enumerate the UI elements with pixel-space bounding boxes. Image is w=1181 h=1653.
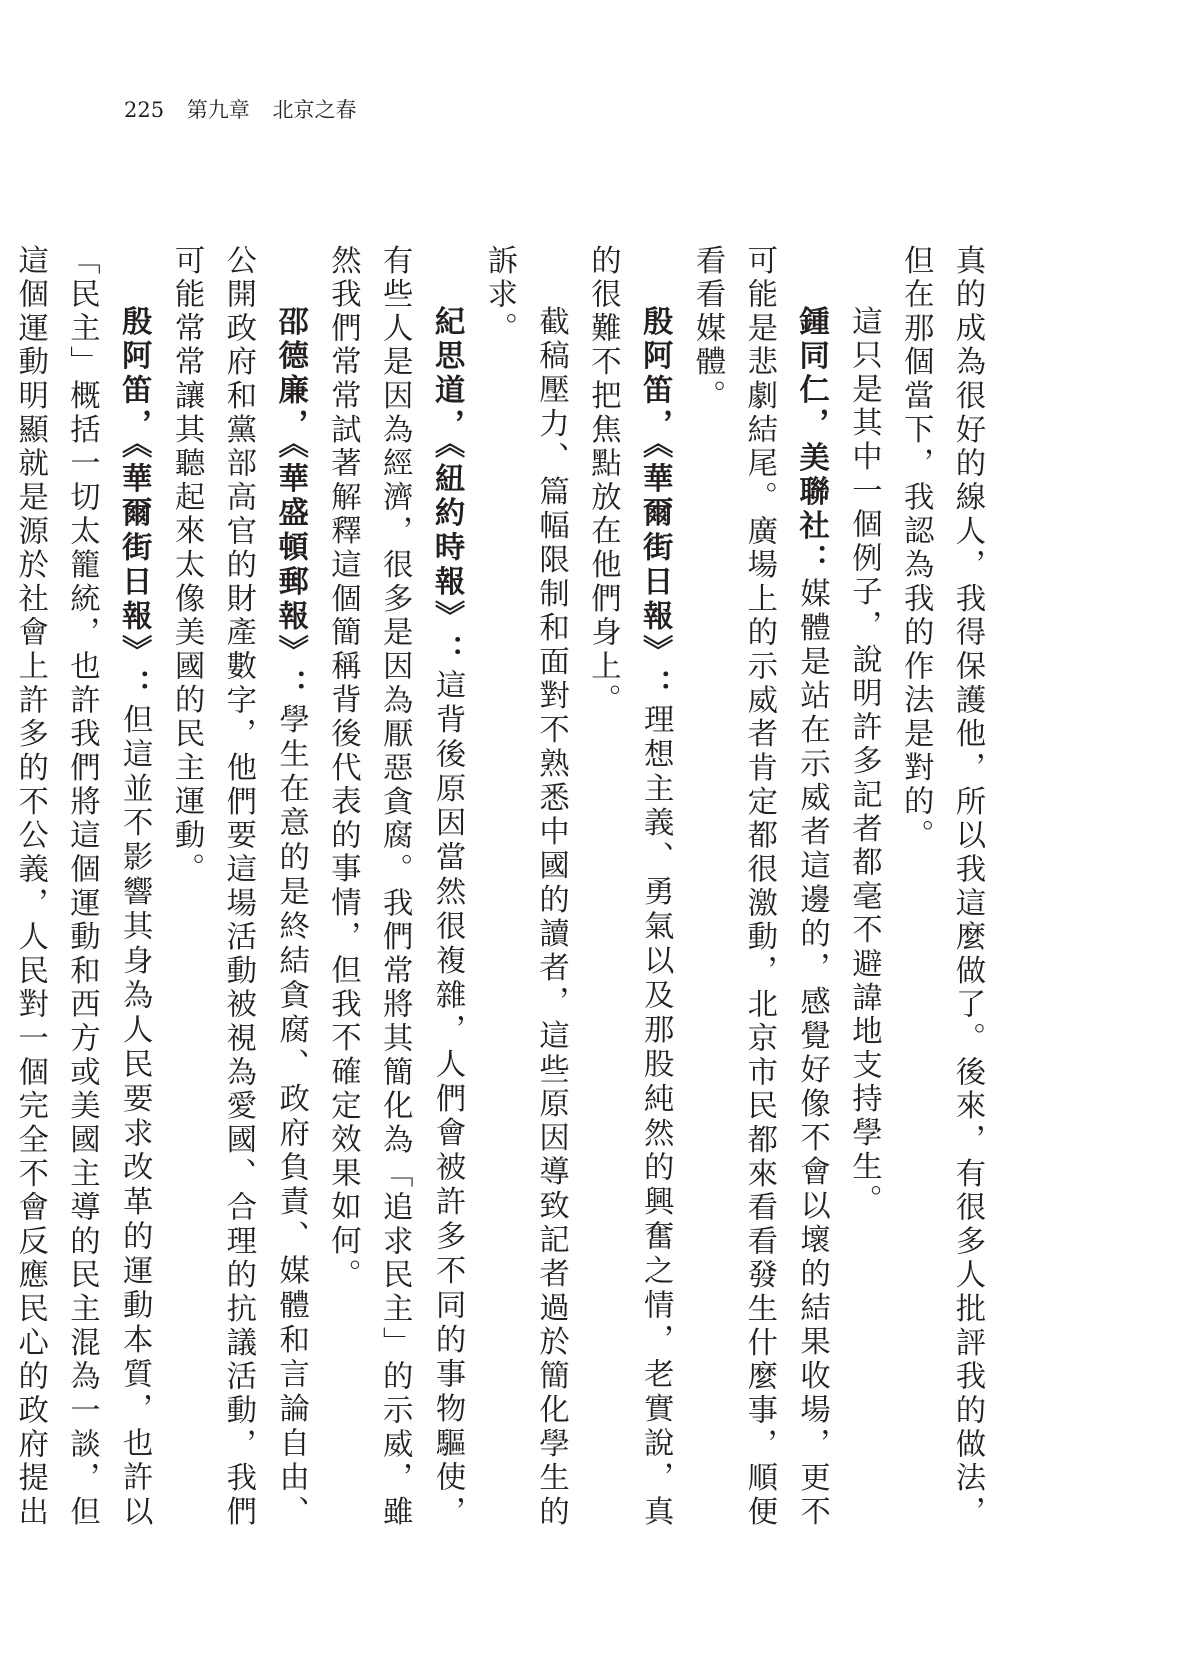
- paragraph: [889, 244, 993, 1529]
- page-number: 225: [124, 98, 165, 122]
- chapter-title: 北京之春: [272, 98, 357, 122]
- paragraph-text: 理想主義、勇氣以及那股純然的興奮之情，老實說，真的很難不把焦點放在他們身上。: [585, 244, 674, 1530]
- paragraph: [473, 244, 577, 1529]
- paragraph-text: 媒體是站在示威者這邊的，感覺好像不會以壞的結果收場，更不可能是悲劇結尾。廣場上的示威者肯定都很激動，北京市民都來看看發生什麼事，順便看看媒體。: [690, 244, 830, 1529]
- paragraph-text: 但這並不影響其身為人民要求改革的運動本質，也許以「民主」概括一切太籠統，也許我們將這個運動和西方或美國主導的民主混為一談，但這個運動明顯就是源於社會上許多的不公義，人民對一個完全不會反應民心的政府提出: [12, 244, 153, 1530]
- vertical-text-body: [12, 244, 993, 1530]
- paragraph: [681, 244, 837, 1529]
- paragraph-text: 這只是其中一個例子，說明許多記者都毫不避諱地支持學生。: [846, 304, 882, 1218]
- paragraph: [0, 244, 160, 1529]
- speaker-attribution: 紀思道，《紐約時報》：: [429, 304, 466, 669]
- paragraph: [317, 244, 473, 1529]
- running-header: [124, 100, 356, 121]
- speaker-attribution: 邵德廉，《華盛頓郵報》：: [272, 304, 309, 703]
- paragraph-text: 截稿壓力、篇幅限制和面對不熟悉中國的讀者，這些原因導致記者過於簡化學生的訴求。: [481, 244, 569, 1529]
- paragraph-text: 真的成為很好的線人，我得保護他，所以我這麼做了。後來，有很多人批評我的做法，但在那個當下，我認為我的作法是對的。: [898, 244, 985, 1529]
- paragraph: [838, 244, 890, 1529]
- chapter-number: 第九章: [186, 98, 250, 122]
- speaker-attribution: 殷阿笛，《華爾街日報》：: [116, 304, 153, 703]
- paragraph-text: 學生在意的是終結貪腐、政府負責、媒體和言論自由、公開政府和黨部高官的財產數字，他們要這場活動被視為愛國、合理的抗議活動，我們可能常常讓其聽起來太像美國的民主運動。: [169, 244, 309, 1530]
- paragraph-text: 這背後原因當然很複雜，人們會被許多不同的事物驅使，有些人是因為經濟，很多是因為厭惡貪腐。我們常將其簡化為「追求民主」的示威，雖然我們常常試著解釋這個簡稱背後代表的事情，但我不確定效果如何。: [325, 244, 466, 1529]
- speaker-attribution: 殷阿笛，《華爾街日報》：: [637, 304, 674, 703]
- paragraph: [577, 244, 682, 1529]
- speaker-attribution: 鍾同仁，美聯社：: [793, 304, 830, 577]
- paragraph: [160, 244, 316, 1529]
